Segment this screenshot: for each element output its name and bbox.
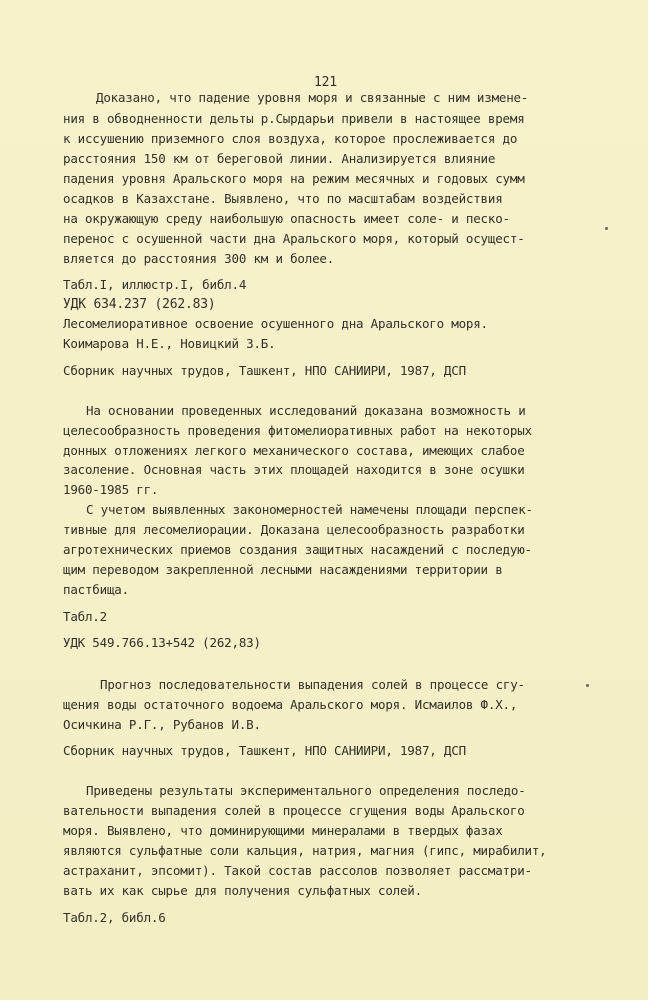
entry2-title-line-2: Коимарова Н.Е., Новицкий З.Б. xyxy=(63,336,276,351)
entry3-footer: Табл.2, библ.6 xyxy=(63,910,166,925)
entry2-abstract-line-6: С учетом выявленных закономерностей намечены площади перспек- xyxy=(86,502,533,517)
entry3-abstract-line-1: Приведены результаты экспериментального определения последо- xyxy=(86,783,526,798)
abstract1-line-4: расстояния 150 км от береговой линии. Анализируется влияние xyxy=(63,151,496,166)
entry2-source: Сборник научных трудов, Ташкент, НПО САНИИРИ, 1987, ДСП xyxy=(63,363,466,378)
entry2-footer: Табл.2 xyxy=(63,609,107,624)
abstract1-line-3: к иссушению приземного слоя воздуха, которое прослеживается до xyxy=(63,131,518,146)
abstract1-line-7: на окружающую среду наибольшую опасность имеет соле- и песко- xyxy=(63,211,510,226)
entry3-title-line-3: Осичкина Р.Г., Рубанов И.В. xyxy=(63,717,261,732)
abstract1-line-8: перенос с осушенной части дна Аральского моря, который осущест- xyxy=(63,231,525,246)
entry3-abstract-line-3: моря. Выявлено, что доминирующими минералами в твердых фазах xyxy=(63,823,503,838)
stray-mark xyxy=(586,684,589,687)
entry2-abstract-line-5: 1960-1985 гг. xyxy=(63,482,159,497)
entry2-abstract-line-4: засоление. Основная часть этих площадей находится в зоне осушки xyxy=(63,462,525,477)
entry3-title-line-2: щения воды остаточного водоема Аральского моря. Исмаилов Ф.Х., xyxy=(63,697,518,712)
entry2-abstract-line-7: тивные для лесомелиорации. Доказана целесообразность разработки xyxy=(63,522,525,537)
entry3-title-line-1: Прогноз последовательности выпадения солей в процессе сгу- xyxy=(100,677,525,692)
entry3-abstract-line-6: вать их как сырье для получения сульфатных солей. xyxy=(63,883,422,898)
abstract1-line-2: ния в обводненности дельты р.Сырдарьи привели в настоящее время xyxy=(63,111,525,126)
entry3-abstract-line-5: астраханит, эпсомит). Такой состав рассолов позволяет рассматри- xyxy=(63,863,532,878)
abstract1-line-9: вляется до расстояния 300 км и более. xyxy=(63,251,335,266)
abstract1-footer: Табл.I, иллюстр.I, библ.4 xyxy=(63,277,247,292)
entry2-abstract-line-10: пастбища. xyxy=(63,582,129,597)
abstract1-line-6: осадков в Казахстане. Выявлено, что по масштабам воздействия xyxy=(63,191,503,206)
entry3-udk: УДК 549.766.13+542 (262,83) xyxy=(63,635,261,650)
entry2-abstract-line-2: целесообразность проведения фитомелиоративных работ на некоторых xyxy=(63,423,532,438)
entry2-udk: УДК 634.237 (262.83) xyxy=(63,297,216,312)
entry2-abstract-line-9: щим переводом закрепленной лесными насаждениями территории в xyxy=(63,562,503,577)
stray-mark xyxy=(605,227,608,230)
entry3-abstract-line-2: вательности выпадения солей в процессе сгущения воды Аральского xyxy=(63,803,525,818)
entry3-source: Сборник научных трудов, Ташкент, НПО САНИИРИ, 1987, ДСП xyxy=(63,743,466,758)
abstract1-line-1: Доказано, что падение уровня моря и связанные с ним измене- xyxy=(96,90,529,105)
entry2-abstract-line-3: донных отложениях легкого механического состава, имеющих слабое xyxy=(63,443,525,458)
page-number: 121 xyxy=(314,75,337,90)
entry2-abstract-line-1: На основании проведенных исследований доказана возможность и xyxy=(86,403,526,418)
abstract1-line-5: падения уровня Аральского моря на режим месячных и годовых сумм xyxy=(63,171,525,186)
entry2-title-line-1: Лесомелиоративное освоение осушенного дна Аральского моря. xyxy=(63,316,488,331)
entry2-abstract-line-8: агротехнических приемов создания защитных насаждений с последую- xyxy=(63,542,532,557)
entry3-abstract-line-4: являются сульфатные соли кальция, натрия, магния (гипс, мирабилит, xyxy=(63,843,547,858)
